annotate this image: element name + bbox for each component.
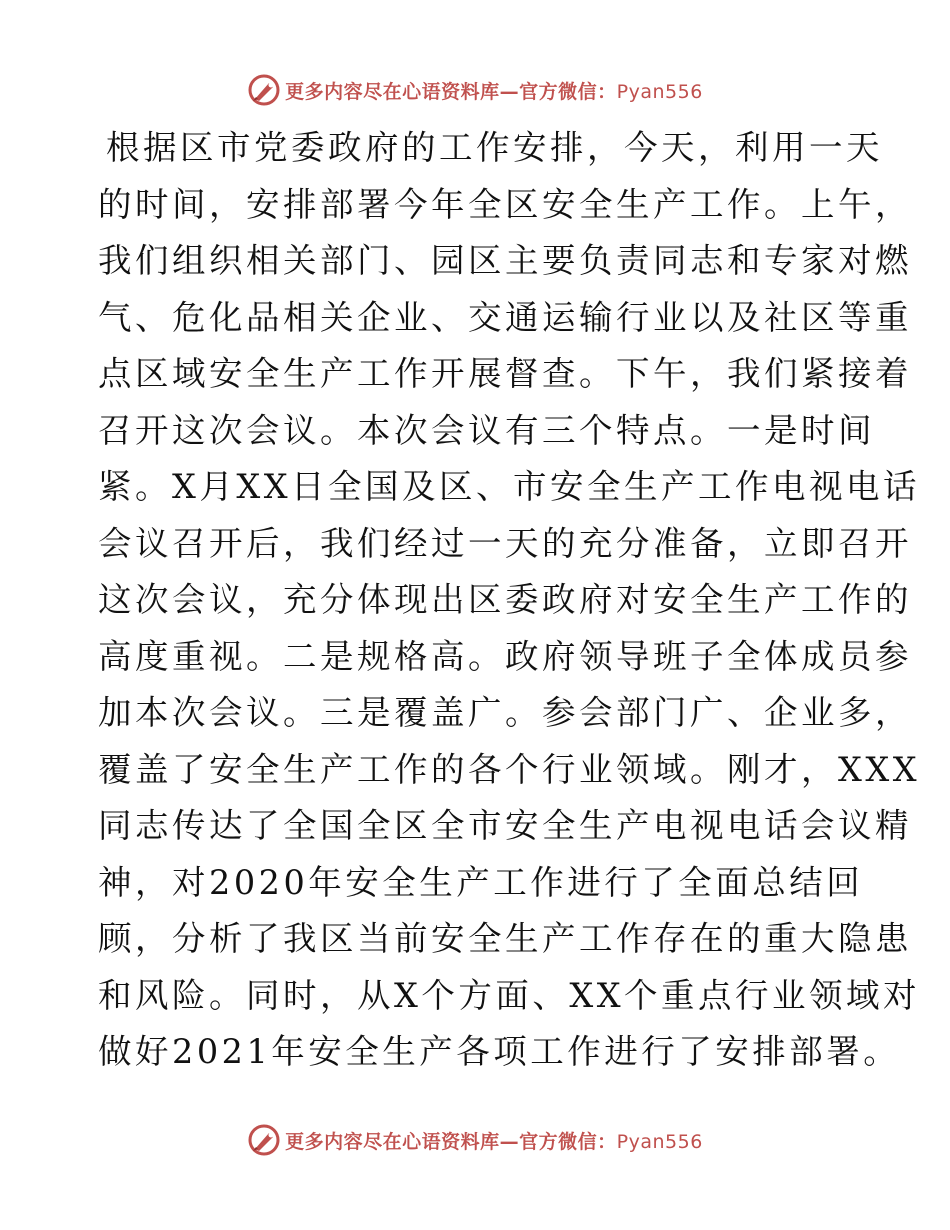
text-line: 做好2021年安全生产各项工作进行了安排部署。 xyxy=(98,1032,901,1071)
header-watermark-id: Pyan556 xyxy=(616,80,703,103)
text-line: 召开这次会议。本次会议有三个特点。一是时间 xyxy=(98,410,875,450)
text-line: 气、危化品相关企业、交通运输行业以及社区等重 xyxy=(98,297,912,337)
header-watermark-text: 更多内容尽在心语资料库—官方微信： xyxy=(285,80,617,103)
footer-watermark-text: 更多内容尽在心语资料库—官方微信： xyxy=(285,1130,617,1153)
header-watermark xyxy=(0,68,950,112)
pen-nib-logo-icon xyxy=(247,1123,281,1157)
text-line: 同志传达了全国全区全市安全生产电视电话会议精 xyxy=(98,806,912,845)
text-line: 高度重视。二是规格高。政府领导班子全体成员参 xyxy=(98,636,912,676)
document-body xyxy=(98,120,921,1081)
text-line: 和风险。同时，从X个方面、XX个重点行业领域对 xyxy=(98,975,921,1015)
text-line: 神，对2020年安全生产工作进行了全面总结回 xyxy=(98,862,864,902)
footer-watermark-id: Pyan556 xyxy=(616,1130,703,1153)
text-line: 我们组织相关部门、园区主要负责同志和专家对燃 xyxy=(98,241,912,280)
text-line: 紧。X月XX日全国及区、市安全生产工作电视电话 xyxy=(98,467,921,506)
text-line: 加本次会议。三是覆盖广。参会部门广、企业多， xyxy=(98,693,912,732)
footer-watermark xyxy=(0,1118,950,1162)
text-line: 点区域安全生产工作开展督查。下午，我们紧接着 xyxy=(98,354,912,393)
text-line: 会议召开后，我们经过一天的充分准备，立即召开 xyxy=(98,523,912,563)
text-line: 顾，分析了我区当前安全生产工作存在的重大隐患 xyxy=(98,919,912,958)
text-line: 的时间，安排部署今年全区安全生产工作。上午， xyxy=(98,184,912,224)
text-line: 覆盖了安全生产工作的各个行业领域。刚才，XXX xyxy=(98,749,921,789)
text-line: 根据区市党委政府的工作安排，今天，利用一天 xyxy=(106,128,883,167)
text-line: 这次会议，充分体现出区委政府对安全生产工作的 xyxy=(98,580,912,619)
pen-nib-logo-icon xyxy=(247,73,281,107)
